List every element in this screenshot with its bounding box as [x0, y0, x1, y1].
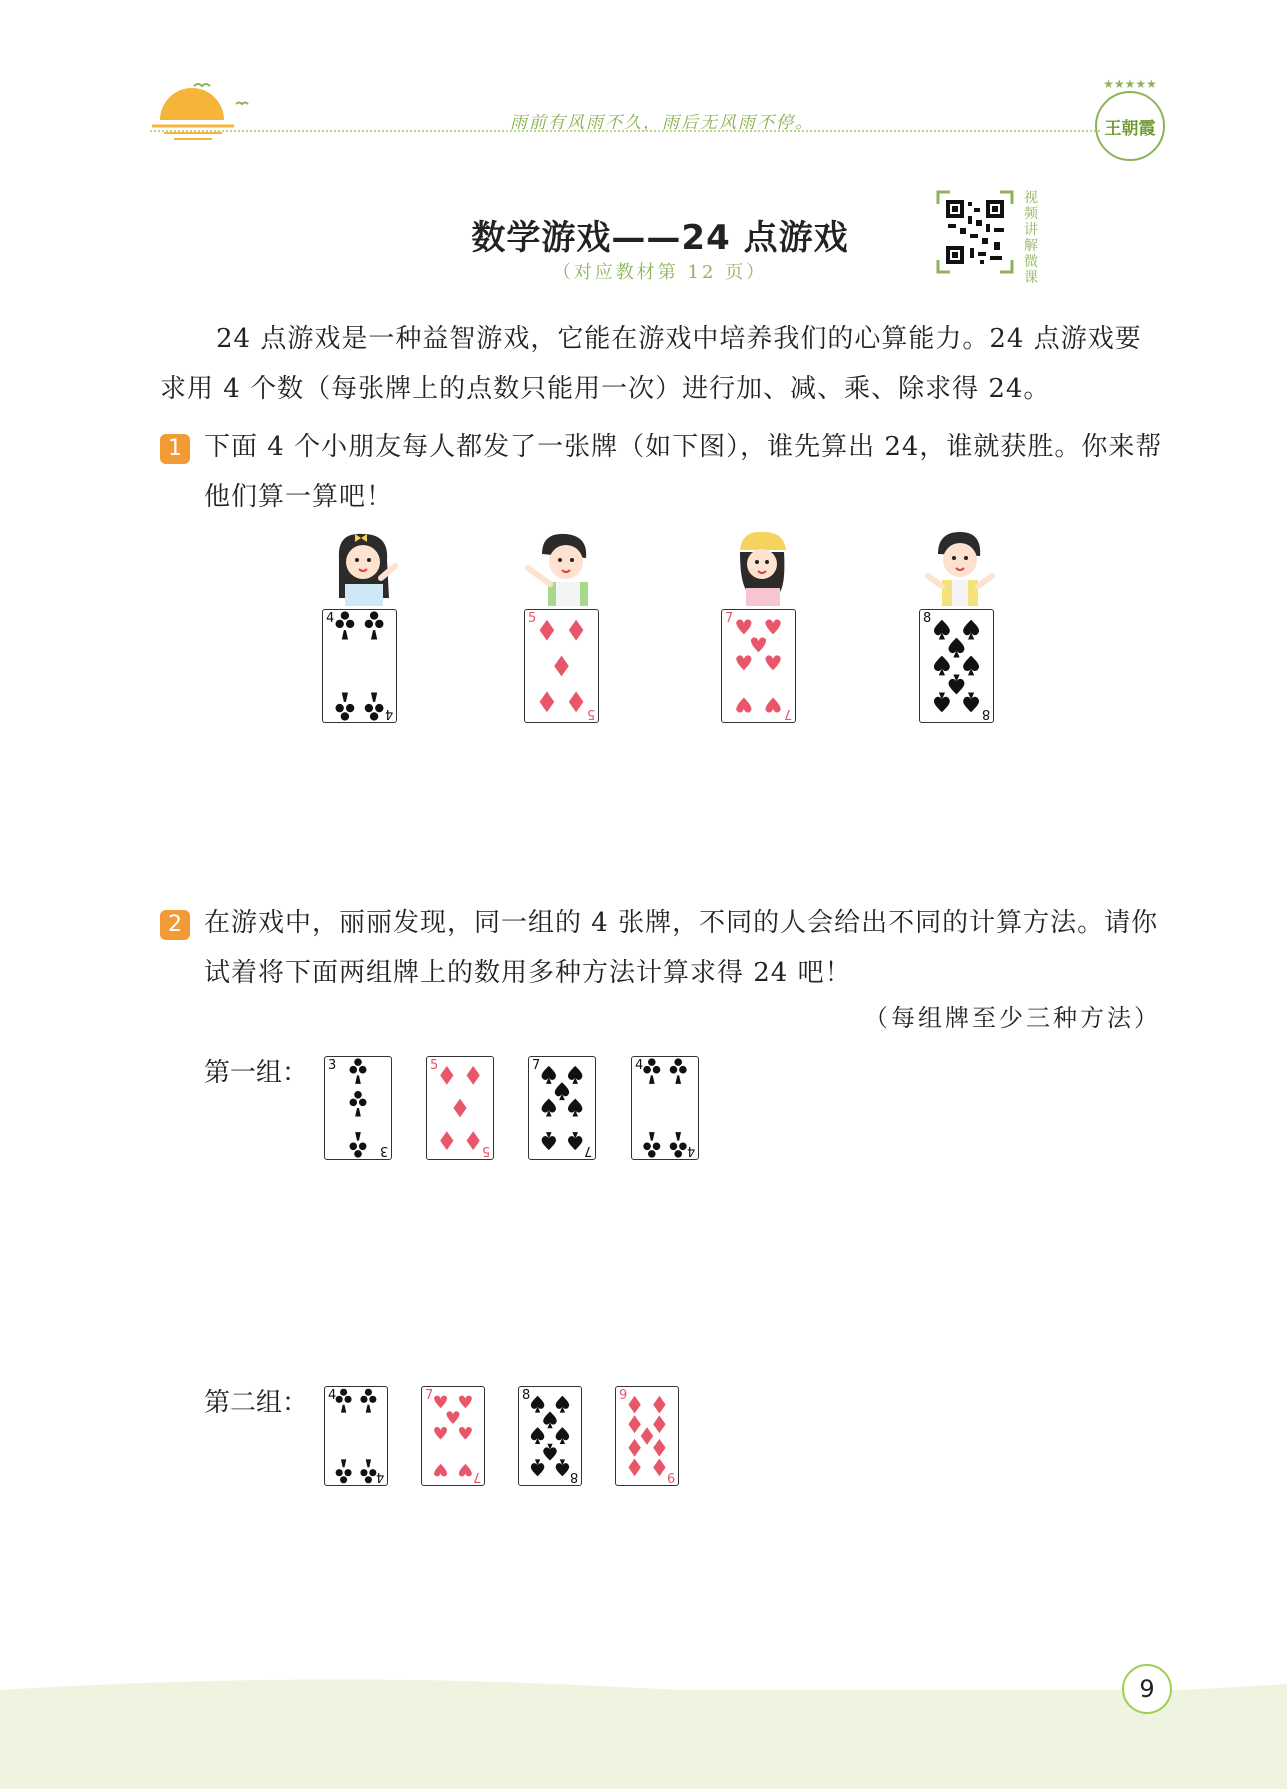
club-icon — [365, 692, 384, 720]
card-rank: 7 — [425, 1388, 434, 1403]
spade-icon — [568, 1099, 582, 1117]
card-rank-inverted: 8 — [569, 1469, 578, 1484]
heart-icon — [459, 1427, 472, 1440]
spade-icon — [568, 1066, 582, 1084]
diamond-icon — [628, 1439, 640, 1457]
footer-band — [0, 1690, 1287, 1789]
playing-card — [615, 1386, 679, 1486]
spade-icon — [543, 1411, 556, 1428]
diamond-icon — [540, 620, 555, 641]
intro-paragraph: 24 点游戏是一种益智游戏，它能在游戏中培养我们的心算能力。24 点游戏要求用 4 个数（每张牌上的点数只能用一次）进行加、减、乘、除求得 24。 — [160, 324, 1142, 404]
group-2-label: 第二组： — [204, 1388, 309, 1418]
diamond-icon — [653, 1396, 665, 1414]
diamond-icon — [440, 1066, 453, 1085]
playing-card — [524, 609, 599, 723]
page-title: 数学游戏——24 点游戏 — [471, 218, 849, 258]
club-icon — [365, 611, 384, 639]
card-rank: 7 — [532, 1058, 541, 1073]
brand-name: 王朝霞 — [1104, 119, 1156, 139]
heart-icon — [459, 1396, 472, 1409]
playing-card — [528, 1056, 596, 1160]
diamond-icon — [641, 1427, 653, 1445]
club-icon — [670, 1132, 687, 1157]
boy-pointing-illustration — [520, 528, 600, 608]
diamond-icon — [569, 620, 584, 641]
diamond-icon — [554, 656, 569, 677]
spade-icon — [542, 1066, 556, 1084]
spade-icon — [949, 638, 965, 658]
club-icon — [336, 1389, 352, 1413]
club-icon — [336, 1459, 352, 1483]
diamond-icon — [467, 1066, 480, 1085]
card-rank: 5 — [430, 1058, 439, 1073]
question-2-text: 在游戏中，丽丽发现，同一组的 4 张牌，不同的人会给出不同的计算方法。请你试着将下面两组牌上的数用多种方法计算求得 24 吧！ — [204, 908, 1159, 988]
diamond-icon — [453, 1099, 466, 1118]
card-rank: 3 — [328, 1058, 337, 1073]
sun-logo — [150, 78, 260, 150]
card-rank-inverted: 7 — [583, 1143, 592, 1158]
heart-icon — [434, 1427, 447, 1440]
heart-icon — [736, 655, 751, 670]
diamond-icon — [653, 1459, 665, 1477]
card-rank-inverted: 4 — [384, 706, 393, 721]
heart-icon — [459, 1464, 472, 1477]
diamond-icon — [569, 691, 584, 712]
diamond-icon — [440, 1131, 453, 1150]
club-icon — [350, 1058, 367, 1083]
card-rank-inverted: 5 — [481, 1143, 490, 1158]
club-icon — [360, 1459, 376, 1483]
club-icon — [350, 1132, 367, 1157]
club-icon — [643, 1058, 660, 1083]
playing-card — [324, 1386, 388, 1486]
question-number-badge: 2 — [160, 910, 190, 940]
spade-icon — [542, 1099, 556, 1117]
diamond-icon — [653, 1439, 665, 1457]
card-rank: 9 — [619, 1388, 628, 1403]
card-rank-inverted: 5 — [586, 706, 595, 721]
question-2-note: （每组牌至少三种方法） — [864, 1004, 1161, 1032]
card-rank: 7 — [725, 611, 734, 626]
header-motto: 雨前有风雨不久，雨后无风雨不停。 — [510, 113, 814, 133]
playing-card — [919, 609, 994, 723]
diamond-icon — [540, 691, 555, 712]
spade-icon — [531, 1459, 544, 1476]
playing-card — [631, 1056, 699, 1160]
diamond-icon — [628, 1415, 640, 1433]
spade-icon — [934, 692, 950, 712]
spade-icon — [949, 675, 965, 695]
question-number-badge: 1 — [160, 434, 190, 464]
heart-icon — [766, 620, 781, 635]
card-rank: 5 — [528, 611, 537, 626]
girl-cap-illustration — [722, 528, 802, 608]
spade-icon — [531, 1427, 544, 1444]
heart-icon — [736, 620, 751, 635]
club-icon — [670, 1058, 687, 1083]
group-1-label: 第一组： — [204, 1058, 309, 1088]
card-rank: 8 — [923, 611, 932, 626]
playing-card — [721, 609, 796, 723]
diamond-icon — [628, 1396, 640, 1414]
brand-badge-logo — [1090, 78, 1170, 170]
qr-caption: 视频讲解微课 — [1024, 190, 1038, 286]
heart-icon — [766, 655, 781, 670]
spade-icon — [934, 620, 950, 640]
club-icon — [643, 1132, 660, 1157]
spade-icon — [934, 656, 950, 676]
spade-icon — [556, 1396, 569, 1413]
heart-icon — [434, 1464, 447, 1477]
spade-icon — [568, 1132, 582, 1150]
playing-card — [324, 1056, 392, 1160]
qr-code[interactable] — [936, 190, 1014, 274]
heart-icon — [736, 698, 751, 713]
club-icon — [336, 611, 355, 639]
card-rank-inverted: 9 — [666, 1469, 675, 1484]
spade-icon — [963, 620, 979, 640]
card-rank: 4 — [328, 1388, 337, 1403]
spade-icon — [556, 1459, 569, 1476]
girl-illustration — [325, 528, 405, 608]
heart-icon — [766, 698, 781, 713]
diamond-icon — [653, 1415, 665, 1433]
playing-card — [518, 1386, 582, 1486]
spade-icon — [963, 656, 979, 676]
playing-card — [426, 1056, 494, 1160]
card-rank-inverted: 7 — [783, 706, 792, 721]
card-rank-inverted: 3 — [379, 1143, 388, 1158]
spade-icon — [556, 1427, 569, 1444]
question-1-text: 下面 4 个小朋友每人都发了一张牌（如下图），谁先算出 24，谁就获胜。你来帮他们算一算吧！ — [204, 432, 1163, 512]
spade-icon — [543, 1444, 556, 1461]
card-rank-inverted: 4 — [375, 1469, 384, 1484]
playing-card — [421, 1386, 485, 1486]
card-rank: 8 — [522, 1388, 531, 1403]
spade-icon — [555, 1082, 569, 1100]
club-icon — [360, 1389, 376, 1413]
spade-icon — [531, 1396, 544, 1413]
club-icon — [350, 1091, 367, 1116]
card-rank: 4 — [326, 611, 335, 626]
spade-icon — [963, 692, 979, 712]
playing-card — [322, 609, 397, 723]
card-rank: 4 — [635, 1058, 644, 1073]
page-number: 9 — [1122, 1664, 1172, 1714]
diamond-icon — [467, 1131, 480, 1150]
card-rank-inverted: 4 — [686, 1143, 695, 1158]
boy-waving-illustration — [918, 528, 998, 608]
card-rank-inverted: 8 — [981, 706, 990, 721]
heart-icon — [751, 637, 766, 652]
heart-icon — [447, 1411, 460, 1424]
spade-icon — [542, 1132, 556, 1150]
card-rank-inverted: 7 — [472, 1469, 481, 1484]
heart-icon — [434, 1396, 447, 1409]
diamond-icon — [628, 1459, 640, 1477]
svg-text:★★★★★: ★★★★★ — [1103, 78, 1157, 91]
page-subtitle: （对应教材第 12 页） — [552, 262, 768, 283]
club-icon — [336, 692, 355, 720]
